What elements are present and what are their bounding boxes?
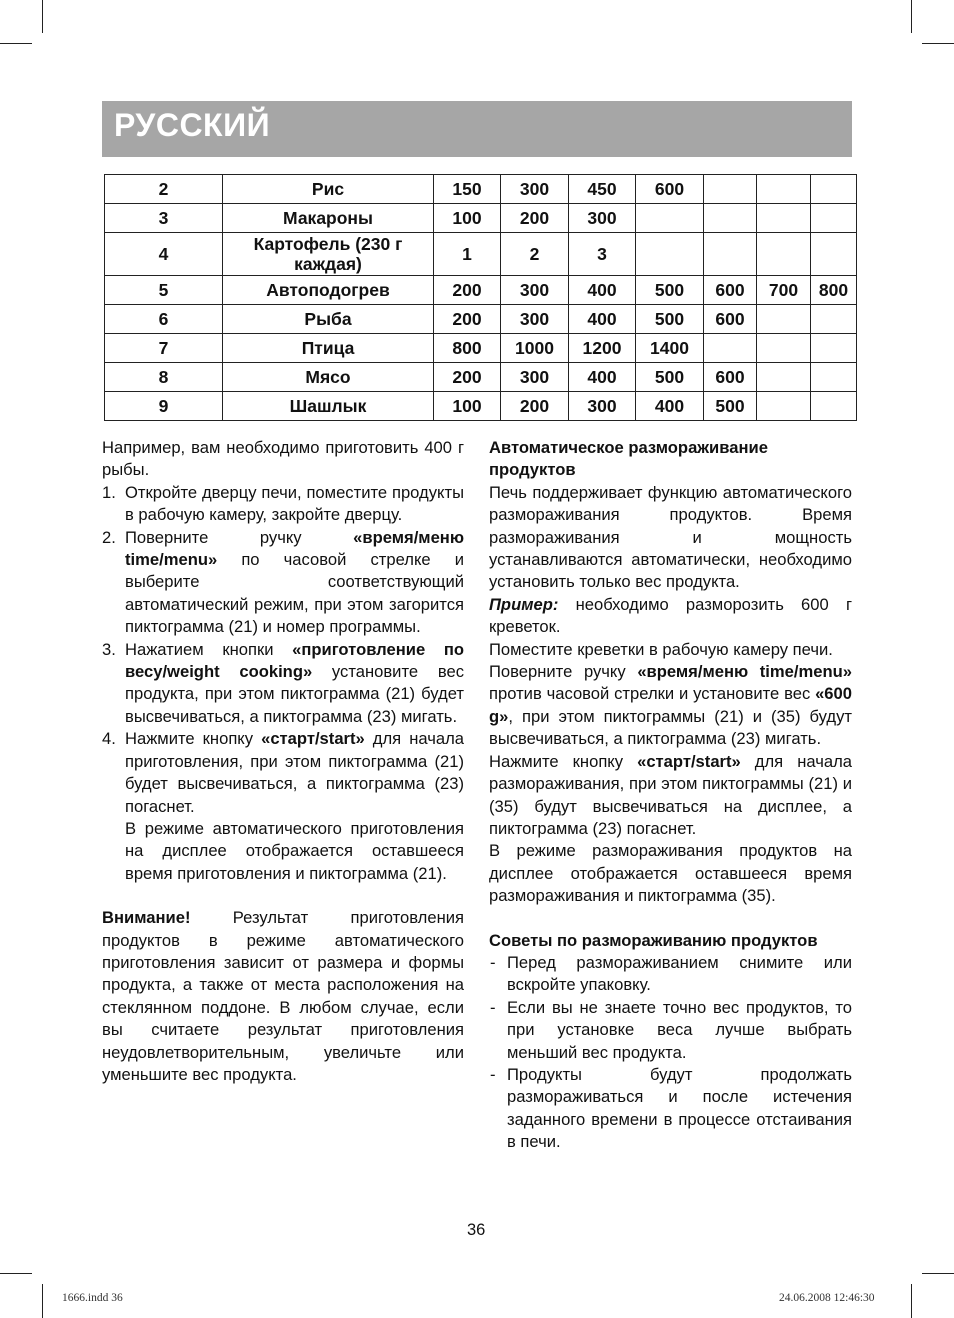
weight-cell [811,334,857,363]
dash-marker: - [490,1064,496,1084]
page-number: 36 [467,1221,486,1239]
weight-cell [704,233,757,276]
crop-mark [0,1273,32,1274]
weight-cell [704,204,757,233]
food-name-cell: Шашлык [223,392,434,421]
program-table [104,174,857,421]
text: Нажмите кнопку [489,751,638,771]
weight-cell: 500 [636,363,704,392]
program-number-cell: 6 [105,305,223,334]
step-bold: «приготовление по весу/weight cooking» [125,639,464,682]
weight-cell: 800 [434,334,501,363]
weight-cell [636,204,704,233]
weight-cell: 400 [636,392,704,421]
weight-cell [757,305,811,334]
warning-text: Результат приготовления продуктов в режиме автоматического приготовления зависит от размера и формы продукта, а также от места расположения на стеклянном поддоне. В любом случае, если вы считаете результат приготовления неудовлетворительным, увеличьте или уменьшите вес продукта. [102,908,464,1084]
weight-cell [811,175,857,204]
weight-cell: 150 [434,175,501,204]
weight-cell [811,305,857,334]
right-column [489,437,852,1154]
step-text: Нажмите кнопку [125,729,262,749]
food-name-cell: Макароны [223,204,434,233]
warning-label: Внимание! [102,908,191,928]
list-item [102,527,464,639]
list-item [489,952,852,997]
warning-paragraph [102,907,464,1086]
section-heading: Советы по размораживанию продуктов [489,930,818,950]
step-text: Поверните ручку [125,527,354,547]
weight-cell: 400 [569,276,636,305]
weight-cell: 600 [704,276,757,305]
list-item [489,997,852,1064]
weight-cell: 1400 [636,334,704,363]
table-body [105,175,857,421]
program-number-cell: 3 [105,204,223,233]
weight-cell: 300 [501,363,569,392]
weight-cell: 300 [501,276,569,305]
weight-cell [811,233,857,276]
program-number-cell: 8 [105,363,223,392]
crop-mark [911,1284,912,1318]
weight-cell: 1200 [569,334,636,363]
step-text: Откройте дверцу печи, поместите продукты в рабочую камеру, закройте дверцу. [125,482,464,525]
weight-cell [636,233,704,276]
crop-mark [922,43,954,44]
page-title: РУССКИЙ [114,107,271,143]
table-row [105,334,857,363]
weight-cell: 500 [636,276,704,305]
weight-cell: 1000 [501,334,569,363]
step-note: В режиме автоматического приготовления на дисплее отображается оставшееся время приготовления и пиктограмма (21). [125,818,464,883]
weight-cell [757,175,811,204]
table-row [105,233,857,276]
text: для начала размораживания, при этом пиктограммы (21) и (35) будут высвечиваться на дисплее, а пиктограмма (23) погаснет. [489,751,853,838]
weight-cell [757,233,811,276]
table-row [105,276,857,305]
example-text: необходимо разморозить 600 г креветок. [489,594,852,637]
table-row [105,204,857,233]
step-text: для начала приготовления, при этом пиктограмма (21) будет высвечиваться, а пиктограмма (23) погаснет. [125,729,465,816]
weight-cell: 500 [636,305,704,334]
crop-mark [911,0,912,33]
weight-cell: 200 [501,204,569,233]
tip-text: Перед размораживанием снимите или вскройте упаковку. [507,952,852,995]
program-number-cell: 4 [105,233,223,276]
weight-cell: 500 [704,392,757,421]
weight-cell [704,175,757,204]
tip-text: Если вы не знаете точно вес продуктов, то при установке веса лучше выбрать меньший вес продукта. [507,997,852,1062]
weight-cell [757,392,811,421]
bold-text: «старт/start» [637,751,741,771]
weight-cell [757,334,811,363]
list-item [102,482,464,527]
crop-mark [922,1273,954,1274]
step-number: 1. [102,482,116,502]
left-column [102,437,464,1086]
step-bold: «время/меню time/menu» [125,527,464,570]
paragraph [489,751,852,841]
tip-text: Продукты будут продолжать размораживаться и после истечения заданного времени в процессе отстаивания в печи. [507,1064,852,1152]
weight-cell: 300 [501,305,569,334]
weight-cell: 400 [569,363,636,392]
weight-cell: 100 [434,392,501,421]
weight-cell [811,392,857,421]
bold-text: «время/меню time/menu» [637,662,852,682]
text: , при этом пиктограммы (21) и (35) будут высвечиваться, а пиктограмма (23) мигать. [489,706,852,749]
weight-cell: 400 [569,305,636,334]
paragraph: В режиме размораживания продуктов на дисплее отображается оставшееся время размораживания и пиктограмма (35). [489,841,852,906]
crop-mark [0,43,32,44]
weight-cell: 300 [569,392,636,421]
table-row [105,305,857,334]
weight-cell: 600 [636,175,704,204]
food-name-cell: Мясо [223,363,434,392]
step-number: 4. [102,729,116,749]
weight-cell [704,334,757,363]
weight-cell: 300 [501,175,569,204]
text: против часовой стрелки и установите вес [489,684,816,704]
table-row [105,392,857,421]
weight-cell: 200 [434,305,501,334]
paragraph: Печь поддерживает функцию автоматического размораживания продуктов. Время размораживания и мощность устанавливаются автоматически, необходимо установить только вес продукта. [489,482,852,592]
table-row [105,175,857,204]
footer-timestamp: 24.06.2008 12:46:30 [779,1292,875,1304]
weight-cell [811,363,857,392]
program-number-cell: 7 [105,334,223,363]
dash-marker: - [490,952,496,972]
intro-text: Например, вам необходимо приготовить 400 г рыбы. [102,438,464,480]
food-name-cell: Автоподогрев [223,276,434,305]
weight-cell [811,204,857,233]
table-row [105,363,857,392]
tips-list [489,952,852,1154]
step-bold: «старт/start» [261,729,365,749]
list-item [102,639,464,729]
step-text: Нажатием кнопки [125,639,293,659]
weight-cell: 450 [569,175,636,204]
program-number-cell: 9 [105,392,223,421]
step-text: установите вес продукта, при этом пиктограмма (21) будет высвечиваться, а пиктограмма (23) мигать. [125,662,464,726]
list-item [489,1064,852,1154]
section-header [102,101,852,157]
text: Поверните ручку [489,662,638,682]
weight-cell: 300 [569,204,636,233]
weight-cell: 700 [757,276,811,305]
weight-cell [757,204,811,233]
program-number-cell: 2 [105,175,223,204]
paragraph [489,661,852,751]
weight-cell: 1 [434,233,501,276]
list-item [102,728,464,818]
food-name-cell: Картофель (230 г каждая) [223,233,434,276]
food-name-cell: Рыба [223,305,434,334]
weight-cell: 100 [434,204,501,233]
weight-cell: 200 [501,392,569,421]
step-text: по часовой стрелке и выберите соответствующий автоматический режим, при этом загорится пиктограмма (21) и номер программы. [125,550,464,637]
example-paragraph [489,594,852,639]
weight-cell: 600 [704,305,757,334]
weight-cell: 200 [434,363,501,392]
example-label: Пример: [489,594,559,614]
weight-cell: 200 [434,276,501,305]
steps-list [102,482,464,818]
weight-cell [757,363,811,392]
crop-mark [42,0,43,33]
weight-cell: 800 [811,276,857,305]
step-number: 3. [102,639,116,659]
weight-cell: 600 [704,363,757,392]
section-heading: Автоматическое размораживание продуктов [489,438,768,480]
paragraph: Поместите креветки в рабочую камеру печи. [489,639,833,659]
weight-cell: 2 [501,233,569,276]
food-name-cell: Птица [223,334,434,363]
food-name-cell: Рис [223,175,434,204]
dash-marker: - [490,997,496,1017]
bold-text: «600 g» [489,684,852,726]
footer-file: 1666.indd 36 [62,1292,123,1304]
program-number-cell: 5 [105,276,223,305]
crop-mark [42,1284,43,1318]
step-number: 2. [102,527,116,547]
weight-cell: 3 [569,233,636,276]
